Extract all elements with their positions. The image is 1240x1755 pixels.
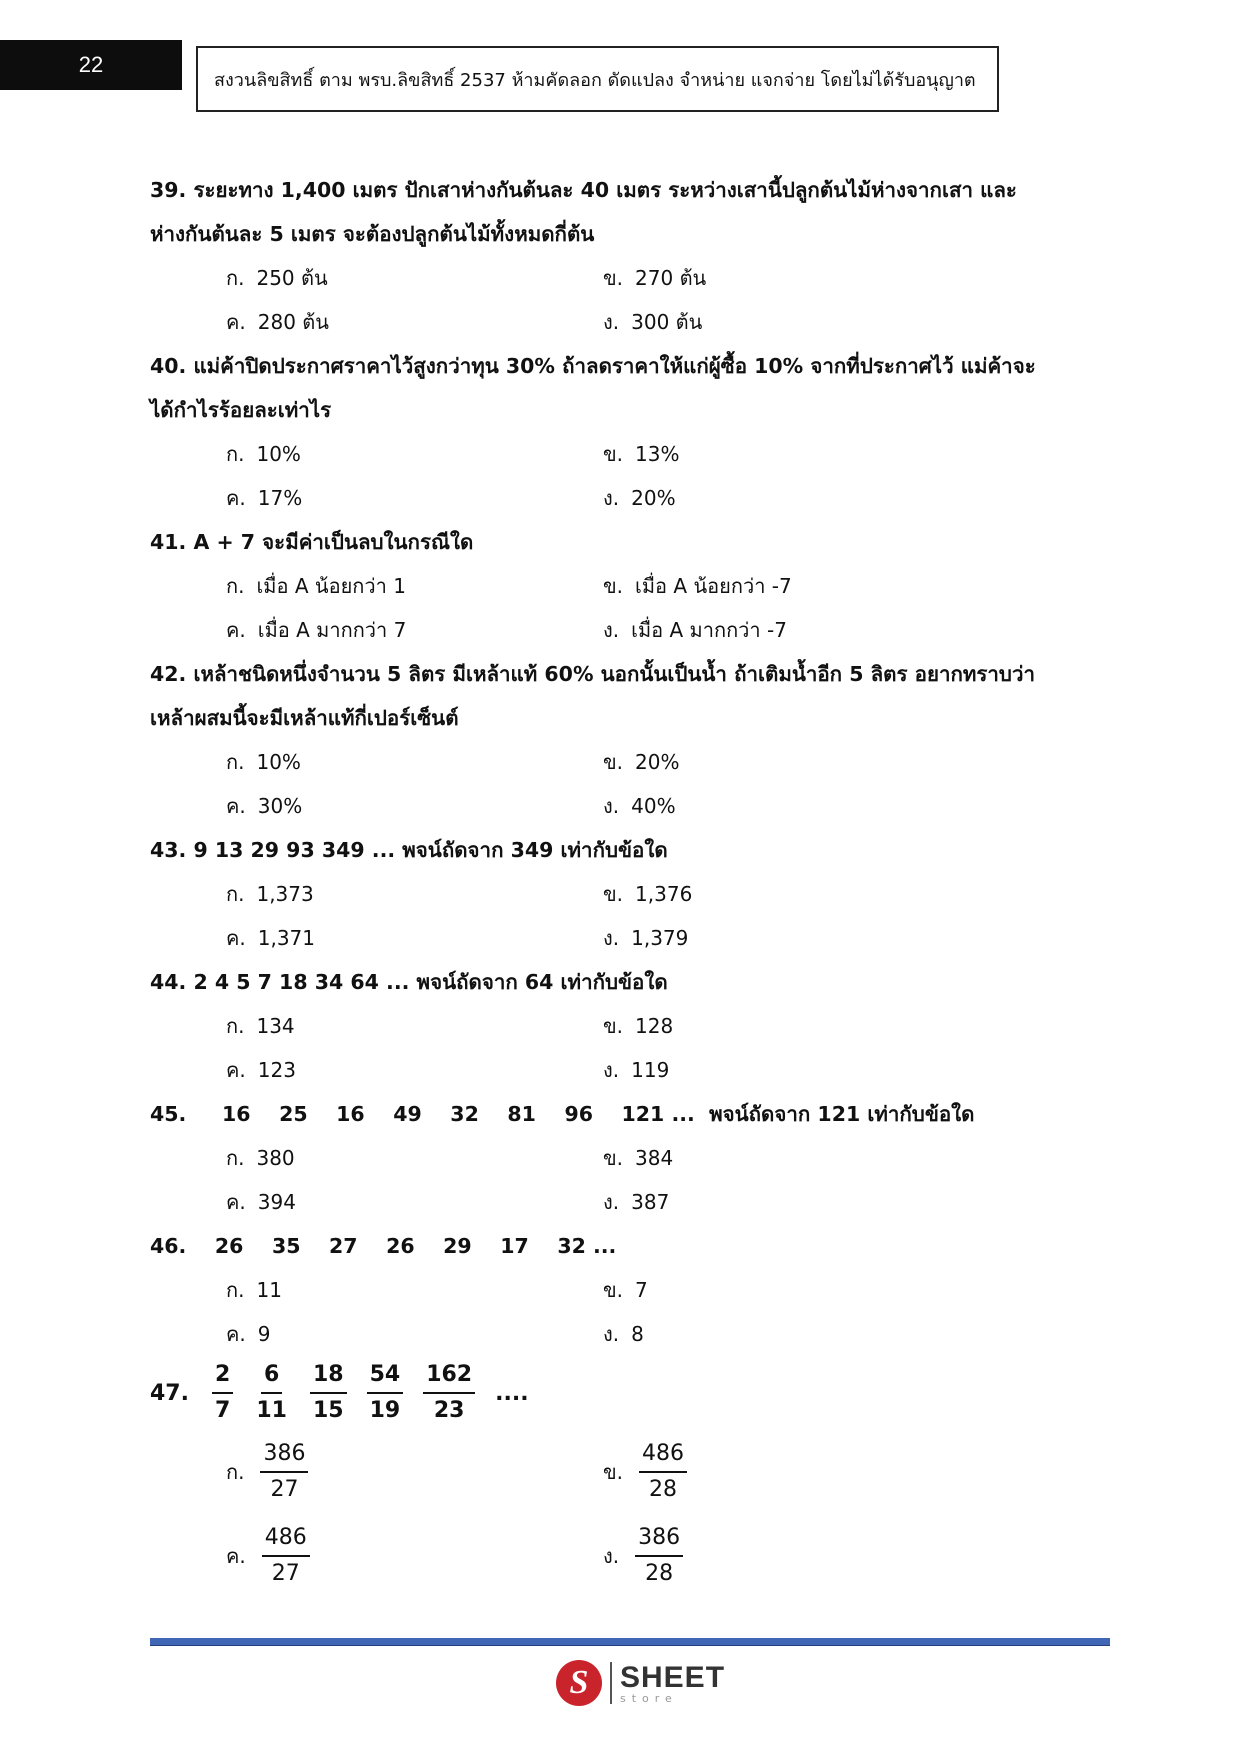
- question: [150, 1092, 1070, 1224]
- option-d[interactable]: ง. $\frac{386}{28}$: [603, 1525, 683, 1587]
- logo-mark-icon: S: [556, 1660, 602, 1706]
- option-d[interactable]: ง. 8: [603, 1322, 644, 1346]
- question: [150, 1356, 1070, 1598]
- option-a[interactable]: ก. 250 ต้น: [226, 266, 328, 290]
- option-b[interactable]: ข. 128: [603, 1014, 674, 1038]
- sequence-fraction: $\frac{6}{11}$: [256, 1362, 287, 1423]
- option-d[interactable]: ง. เมื่อ A มากกว่า -7: [603, 618, 787, 642]
- question-number: 47.: [150, 1380, 189, 1406]
- option-d[interactable]: ง. 119: [603, 1058, 670, 1082]
- option-d[interactable]: ง. 387: [603, 1190, 670, 1214]
- question: [150, 652, 1070, 828]
- option-a[interactable]: ก. 10%: [226, 750, 301, 774]
- question: [150, 828, 1070, 960]
- page-number: 22: [0, 40, 182, 90]
- option-c[interactable]: ค. 30%: [226, 794, 303, 818]
- option-c[interactable]: ค. เมื่อ A มากกว่า 7: [226, 618, 407, 642]
- option-d[interactable]: ง. 40%: [603, 794, 676, 818]
- question-text: 42. เหล้าชนิดหนึ่งจำนวน 5 ลิตร มีเหล้าแท้ 60% นอกนั้นเป็นน้ำ ถ้าเติมน้ำอีก 5 ลิตร อยากทราบว่า: [150, 662, 1035, 686]
- question: [150, 960, 1070, 1092]
- question-text: 46. 26 35 27 26 29 17 32 ...: [150, 1234, 617, 1258]
- option-a[interactable]: ก. 1,373: [226, 882, 314, 906]
- question-text: 41. A + 7 จะมีค่าเป็นลบในกรณีใด: [150, 530, 474, 554]
- question-text: 43. 9 13 29 93 349 ... พจน์ถัดจาก 349 เท่ากับข้อใด: [150, 838, 668, 862]
- option-b[interactable]: ข. 270 ต้น: [603, 266, 707, 290]
- option-b[interactable]: ข. 1,376: [603, 882, 693, 906]
- option-c[interactable]: ค. $\frac{486}{27}$: [226, 1525, 603, 1587]
- option-c[interactable]: ค. 9: [226, 1322, 271, 1346]
- copyright-header: [196, 46, 999, 112]
- option-b[interactable]: ข. 7: [603, 1278, 648, 1302]
- question-text: ได้กำไรร้อยละเท่าไร: [150, 398, 332, 422]
- question: [150, 344, 1070, 520]
- option-a[interactable]: ก. เมื่อ A น้อยกว่า 1: [226, 574, 406, 598]
- option-b[interactable]: ข. 20%: [603, 750, 680, 774]
- logo-divider: [610, 1662, 612, 1704]
- sheet-store-logo: [556, 1660, 725, 1706]
- logo-subtitle: store: [620, 1691, 678, 1705]
- question-text: 40. แม่ค้าปิดประกาศราคาไว้สูงกว่าทุน 30% ถ้าลดราคาให้แก่ผู้ซื้อ 10% จากที่ประกาศไว้ แม่ค้าจะ: [150, 354, 1036, 378]
- option-a[interactable]: ก. $\frac{386}{27}$: [226, 1441, 603, 1503]
- question: [150, 520, 1070, 652]
- question-text: 44. 2 4 5 7 18 34 64 ... พจน์ถัดจาก 64 เท่ากับข้อใด: [150, 970, 668, 994]
- question-text: เหล้าผสมนี้จะมีเหล้าแท้กี่เปอร์เซ็นต์: [150, 706, 459, 730]
- option-a[interactable]: ก. 11: [226, 1278, 282, 1302]
- logo-wordmark: SHEET: [620, 1660, 726, 1694]
- question: [150, 1224, 1070, 1356]
- option-b[interactable]: ข. 13%: [603, 442, 680, 466]
- option-c[interactable]: ค. 280 ต้น: [226, 310, 329, 334]
- copyright-notice: สงวนลิขสิทธิ์ ตาม พรบ.ลิขสิทธิ์ 2537 ห้ามคัดลอก ดัดแปลง จำหน่าย แจกจ่าย โดยไม่ได้รับอนุญาต: [214, 69, 976, 91]
- option-c[interactable]: ค. 394: [226, 1190, 296, 1214]
- option-a[interactable]: ก. 380: [226, 1146, 295, 1170]
- option-b[interactable]: ข. เมื่อ A น้อยกว่า -7: [603, 574, 792, 598]
- option-a[interactable]: ก. 10%: [226, 442, 301, 466]
- option-d[interactable]: ง. 300 ต้น: [603, 310, 703, 334]
- option-a[interactable]: ก. 134: [226, 1014, 295, 1038]
- question-text: [150, 1356, 1070, 1430]
- question-text: 45. 16 25 16 49 32 81 96 121 ... พจน์ถัดจาก 121 เท่ากับข้อใด: [150, 1102, 975, 1126]
- sequence-fraction: $\frac{162}{23}$: [423, 1362, 475, 1424]
- question: [150, 168, 1070, 344]
- sequence-fraction: $\frac{54}{19}$: [367, 1362, 404, 1424]
- option-c[interactable]: ค. 1,371: [226, 926, 316, 950]
- question-list: [150, 168, 1070, 1598]
- option-c[interactable]: ค. 123: [226, 1058, 296, 1082]
- option-d[interactable]: ง. 20%: [603, 486, 676, 510]
- option-b[interactable]: ข. 384: [603, 1146, 674, 1170]
- question-text: 39. ระยะทาง 1,400 เมตร ปักเสาห่างกันต้นละ 40 เมตร ระหว่างเสานี้ปลูกต้นไม้ห่างจากเสา และ: [150, 178, 1017, 202]
- sequence-fraction: $\frac{2}{7}$: [212, 1362, 233, 1424]
- question-text: ห่างกันต้นละ 5 เมตร จะต้องปลูกต้นไม้ทั้งหมดกี่ต้น: [150, 222, 595, 246]
- option-d[interactable]: ง. 1,379: [603, 926, 689, 950]
- option-b[interactable]: ข. $\frac{486}{28}$: [603, 1441, 687, 1503]
- option-c[interactable]: ค. 17%: [226, 486, 303, 510]
- sequence-fraction: $\frac{18}{15}$: [310, 1362, 347, 1424]
- footer-divider: [150, 1638, 1110, 1646]
- ellipsis: ....: [495, 1380, 529, 1406]
